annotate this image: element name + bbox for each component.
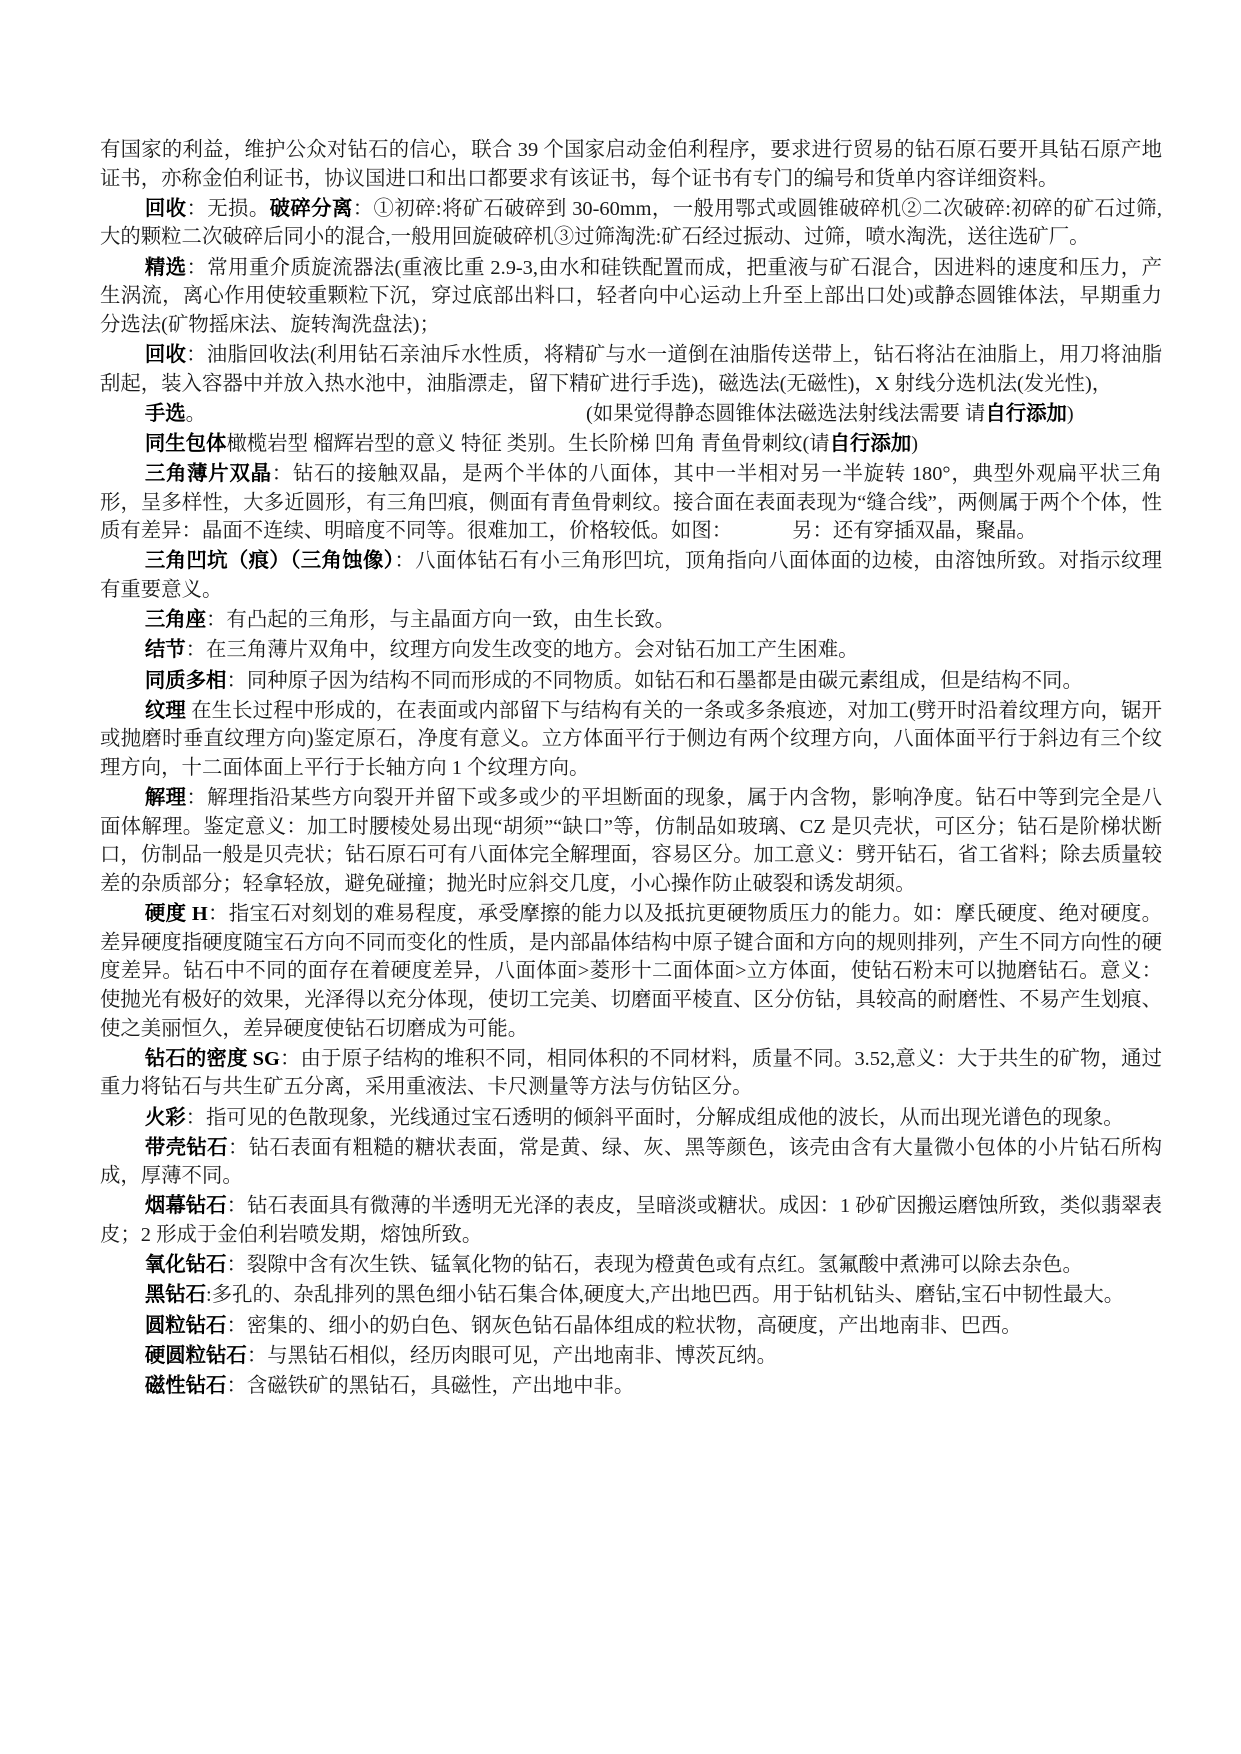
paragraph (100, 1312, 1162, 1341)
term-heading: 回收 (144, 343, 187, 366)
paragraph (100, 606, 1162, 635)
body-text: ：解理指沿某些方向裂开并留下或多或少的平坦断面的现象，属于内含物，影响净度。钻石中等到完全是八面体解理。鉴定意义：加工时腰棱处易出现“胡须”“缺口”等，仿制品如玻璃、CZ 是贝壳状，可区分；钻石是阶梯状断口，仿制品一般是贝壳状；钻石原石可有八面体完全解理面，容易区分。加工意义：劈开钻石，省工省料；除去质量较差的杂质部分；轻拿轻放，避免碰撞；抛光时应斜交几度，小心操作防止破裂和诱发胡须。 (100, 787, 1162, 895)
body-text: 另：还有穿插双晶，聚晶。 (792, 520, 1037, 543)
term-heading: 氧化钻石 (144, 1254, 227, 1277)
paragraph (100, 667, 1162, 696)
body-text: ：无损。 (186, 197, 270, 220)
term-heading: 回收 (144, 197, 187, 220)
term-heading: 磁性钻石 (144, 1375, 227, 1397)
body-text: 有国家的利益，维护公众对钻石的信心，联合 39 个国家启动金伯利程序，要求进行贸易的钻石原石要开具钻石原产地证书，亦称金伯利证书，协议国进口和出口都要求有该证书，每个证书有专门的编号和货单内容详细资料。 (100, 139, 1162, 190)
body-text: ：钻石表面有粗糙的糖状表面，常是黄、绿、灰、黑等颜色，该壳由含有大量微小包体的小片钻石所构成，厚薄不同。 (100, 1136, 1162, 1188)
paragraph (100, 1192, 1162, 1249)
body-text: ：由于原子结构的堆积不同，相同体积的不同材料，质量不同。3.52,意义：大于共生的矿物，通过重力将钻石与共生矿五分离，采用重液法、卡尺测量等方法与仿钻区分。 (100, 1047, 1162, 1099)
term-heading: 手选 (144, 402, 186, 425)
body-text: 。 (185, 402, 207, 425)
paragraph (100, 900, 1162, 1043)
term-heading: 烟幕钻石 (144, 1195, 227, 1218)
paragraph (100, 195, 1162, 252)
paragraph (100, 400, 1162, 429)
term-heading: 解理 (144, 787, 187, 810)
document-page (100, 136, 1162, 1402)
paragraph (100, 697, 1162, 783)
body-text: ：在三角薄片双角中，纹理方向发生改变的地方。会对钻石加工产生困难。 (185, 639, 859, 662)
paragraph (100, 136, 1162, 193)
term-heading: 三角凹坑（痕）（三角蚀像） (144, 550, 395, 573)
body-text: ：八面体钻石有小三角形凹坑，顶角指向八面体面的边棱，由溶蚀所致。对指示纹理有重要意义。 (100, 550, 1162, 602)
body-text: ：油脂回收法(利用钻石亲油斥水性质，将精矿与水一道倒在油脂传送带上，钻石将沾在油脂上，用刀将油脂刮起，装入容器中并放入热水池中，油脂漂走，留下精矿进行手选)，磁选法(无磁性)，X 射线分选机法(发光性)， (100, 343, 1163, 395)
term-heading: 同生包体 (144, 432, 227, 455)
body-text: ：①初碎:将矿石破碎到 30-60mm，一般用鄂式或圆锥破碎机②二次破碎:初碎的矿石过筛,大的颗粒二次破碎后同小的混合,一般用回旋破碎机③过筛淘洗:矿石经过振动、过筛，喷水淘洗，送往选矿厂。 (100, 197, 1162, 249)
body-text: :多孔的、杂乱排列的黑色细小钻石集合体,硬度大,产出地巴西。用于钻机钻头、磨钻,宝石中韧性最大。 (206, 1284, 1125, 1307)
body-text: ：密集的、细小的奶白色、钢灰色钻石晶体组成的粒状物，高硬度，产出地南非、巴西。 (226, 1314, 1022, 1337)
term-heading: 同质多相 (144, 669, 227, 692)
body-text: ：指宝石对刻划的难易程度，承受摩擦的能力以及抵抗更硬物质压力的能力。如：摩氏硬度、绝对硬度。差异硬度指硬度随宝石方向不同而变化的性质，是内部晶体结构中原子键合面和方向的规则排列，产生不同方向性的硬度差异。钻石中不同的面存在着硬度差异，八面体面>菱形十二面体面>立方体面，使钻石粉末可以抛磨钻石。意义：使抛光有极好的效果，光泽得以充分体现，使切工完美、切磨面平棱直、区分仿钻，具较高的耐磨性、不易产生划痕、使之美丽恒久，差异硬度使钻石切磨成为可能。 (100, 903, 1162, 1040)
term-heading: 硬度 H (144, 903, 208, 926)
body-text: ：有凸起的三角形，与主晶面方向一致，由生长致。 (206, 609, 676, 632)
body-text: ：含磁铁矿的黑钻石，具磁性，产出地中非。 (226, 1375, 635, 1397)
term-heading: 黑钻石 (144, 1284, 207, 1307)
body-text: ：裂隙中含有次生铁、锰氧化物的钻石，表现为橙黄色或有点红。氢氟酸中煮沸可以除去杂色。 (226, 1254, 1083, 1277)
paragraph (100, 460, 1162, 546)
term-heading: 硬圆粒钻石 (144, 1344, 247, 1367)
paragraph (100, 1045, 1162, 1102)
paragraph (100, 784, 1162, 898)
paragraph (100, 341, 1162, 398)
term-heading: 纹理 (144, 699, 186, 722)
paragraph (100, 547, 1162, 604)
body-text: ：常用重介质旋流器法(重液比重 2.9-3,由水和硅铁配置而成，把重液与矿石混合，因进料的速度和压力，产生涡流，离心作用使较重颗粒下沉，穿过底部出料口，轻者向中心运动上升至上部出口处)或静态圆锥体法，早期重力分选法(矿物摇床法、旋转淘洗盘法)； (100, 256, 1162, 336)
term-heading: 圆粒钻石 (144, 1314, 227, 1337)
paragraph (100, 1342, 1162, 1371)
body-text: 橄榄岩型 榴辉岩型的意义 特征 类别。生长阶梯 凹角 青鱼骨刺纹(请 (226, 432, 830, 455)
body-text: ：指可见的色散现象，光线通过宝石透明的倾斜平面时，分解成组成他的波长，从而出现光谱色的现象。 (185, 1106, 1124, 1129)
body-text: ：同种原子因为结构不同而形成的不同物质。如钻石和石墨都是由碳元素组成，但是结构不同。 (226, 669, 1083, 692)
paragraph (100, 1134, 1162, 1191)
body-text: ：与黑钻石相似，经历肉眼可见，产出地南非、博茨瓦纳。 (246, 1344, 777, 1367)
term-heading: 精选 (144, 256, 187, 279)
body-text: ：钻石表面具有微薄的半透明无光泽的表皮，呈暗淡或糖状。成因：1 砂矿因搬运磨蚀所致，类似翡翠表皮；2 形成于金伯利岩喷发期，熔蚀所致。 (100, 1195, 1163, 1247)
term-heading: 破碎分离 (269, 197, 353, 220)
body-text: ) (1066, 402, 1074, 425)
body-text: ) (911, 432, 919, 455)
term-heading: 自行添加 (829, 432, 912, 455)
term-heading: 三角座 (144, 609, 207, 632)
body-text: (如果觉得静态圆锥体法磁选法射线法需要 请 (586, 402, 986, 425)
paragraph (100, 1372, 1162, 1401)
paragraph (100, 430, 1162, 459)
paragraph (100, 254, 1162, 340)
paragraph (100, 636, 1162, 665)
paragraph (100, 1251, 1162, 1280)
paragraph (100, 1281, 1162, 1310)
term-heading: 自行添加 (985, 402, 1067, 425)
body-text: 在生长过程中形成的，在表面或内部留下与结构有关的一条或多条痕迹，对加工(劈开时沿着纹理方向，锯开或抛磨时垂直纹理方向)鉴定原石，净度有意义。立方体面平行于侧边有两个纹理方向，八面体面平行于斜边有三个纹理方向，十二面体面上平行于长轴方向 1 个纹理方向。 (100, 699, 1162, 779)
term-heading: 钻石的密度 SG (144, 1047, 280, 1070)
term-heading: 三角薄片双晶 (144, 463, 272, 486)
term-heading: 结节 (144, 639, 186, 662)
term-heading: 带壳钻石 (144, 1136, 228, 1159)
paragraph (100, 1104, 1162, 1133)
term-heading: 火彩 (144, 1106, 186, 1129)
body-text: ：钻石的接触双晶，是两个半体的八面体，其中一半相对另一半旋转 180°，典型外观扁平状三角形，呈多样性，大多近圆形，有三角凹痕，侧面有青鱼骨刺纹。接合面在表面表现为“缝合线”，两侧属于两个个体，性质有差异：晶面不连续、明暗度不同等。很难加工，价格较低。如图： (100, 463, 1162, 543)
